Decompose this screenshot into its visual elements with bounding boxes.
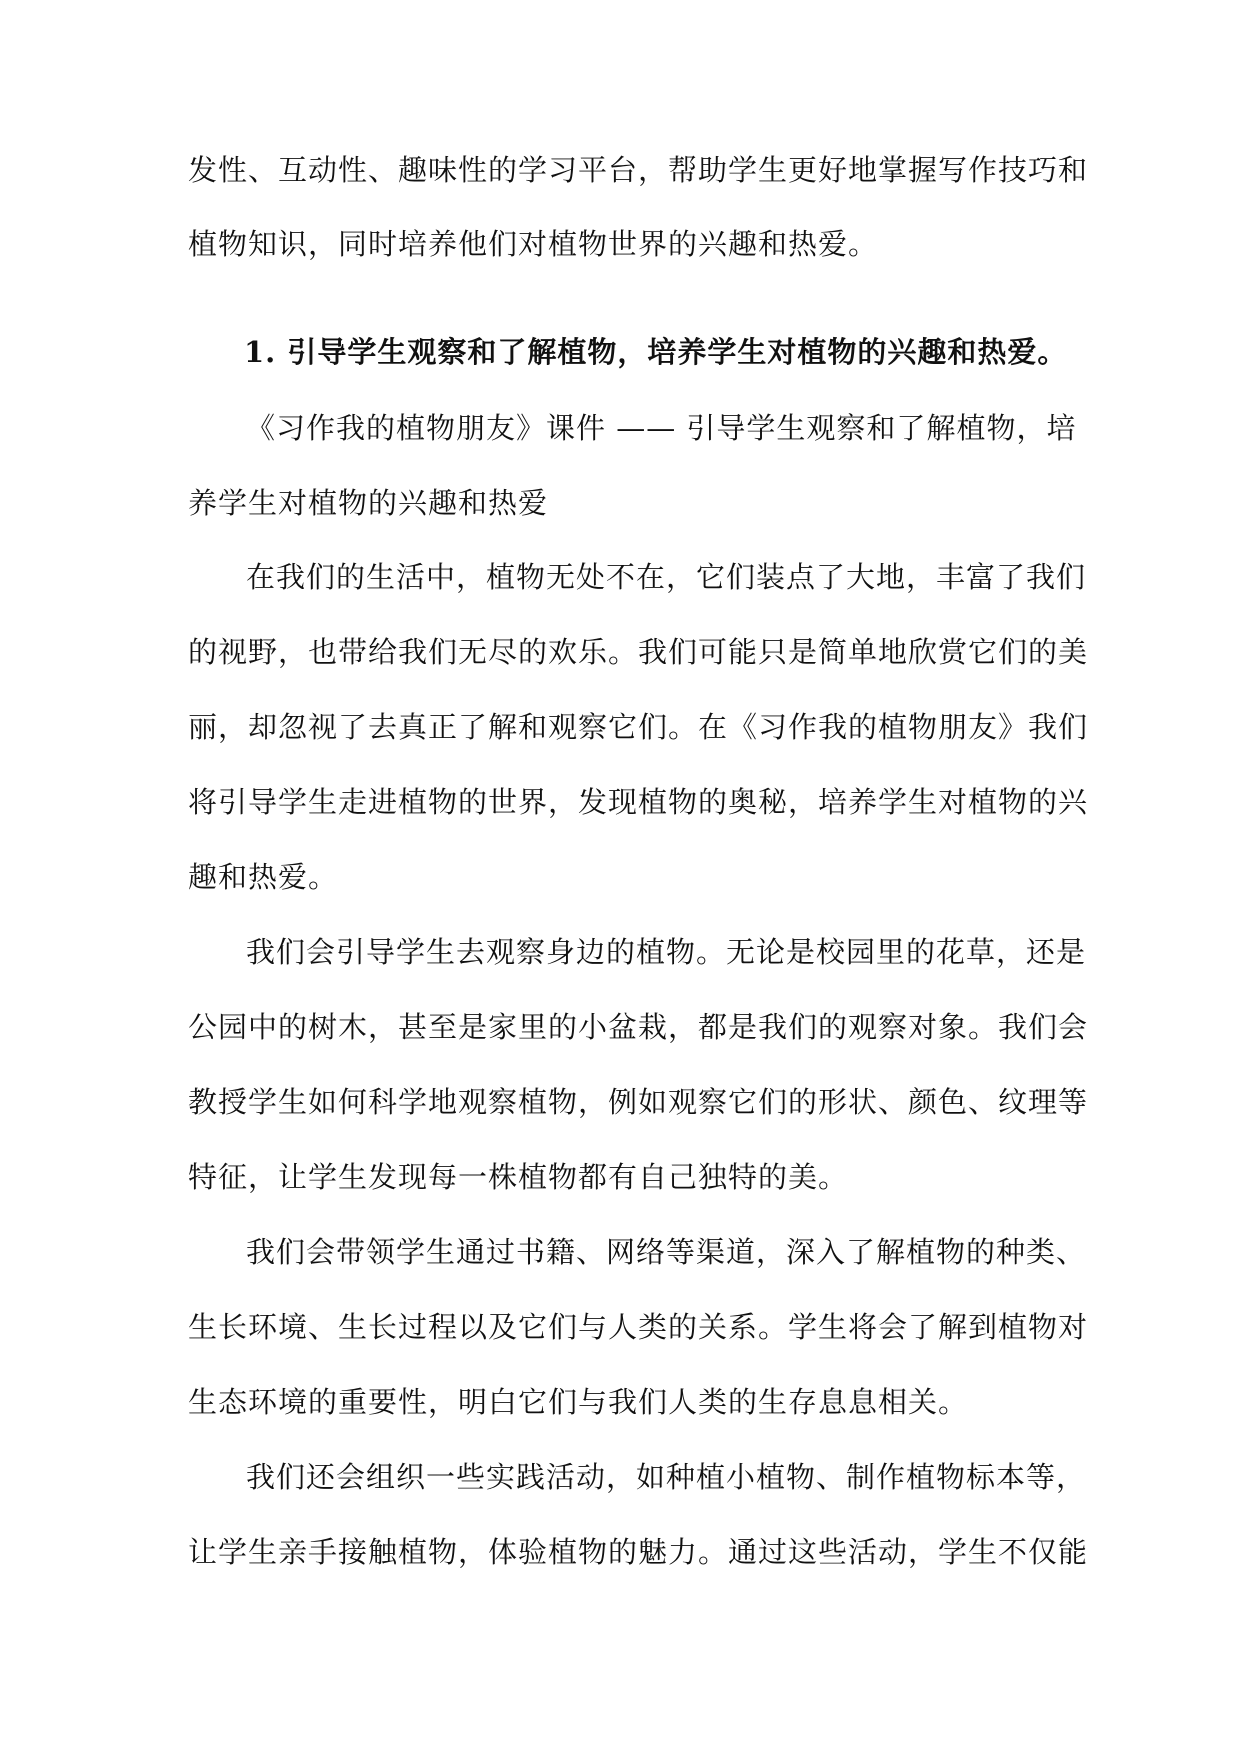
paragraph-line: 特征，让学生发现每一株植物都有自己独特的美。 [188, 1160, 849, 1194]
paragraph-line: 发性、互动性、趣味性的学习平台，帮助学生更好地掌握写作技巧和 [188, 153, 1089, 187]
paragraph-line: 趣和热爱。 [188, 860, 339, 894]
paragraph-line: 将引导学生走进植物的世界，发现植物的奥秘，培养学生对植物的兴 [188, 785, 1089, 819]
paragraph-line: 生长环境、生长过程以及它们与人类的关系。学生将会了解到植物对 [188, 1310, 1089, 1344]
paragraph-line: 教授学生如何科学地观察植物，例如观察它们的形状、颜色、纹理等 [188, 1085, 1089, 1119]
paragraph-line: 公园中的树木，甚至是家里的小盆栽，都是我们的观察对象。我们会 [188, 1010, 1089, 1044]
paragraph-line: 养学生对植物的兴趣和热爱 [188, 486, 549, 520]
paragraph-line: 植物知识，同时培养他们对植物世界的兴趣和热爱。 [188, 227, 879, 261]
paragraph-line: 在我们的生活中，植物无处不在，它们装点了大地，丰富了我们 [246, 560, 1087, 594]
paragraph-line: 我们会带领学生通过书籍、网络等渠道，深入了解植物的种类、 [246, 1235, 1087, 1269]
section-heading: 1. 引导学生观察和了解植物，培养学生对植物的兴趣和热爱。 [244, 335, 1068, 369]
paragraph-line: 《习作我的植物朋友》课件 —— 引导学生观察和了解植物，培 [246, 411, 1077, 445]
paragraph-line: 的视野，也带给我们无尽的欢乐。我们可能只是简单地欣赏它们的美 [188, 635, 1089, 669]
paragraph-line: 让学生亲手接触植物，体验植物的魅力。通过这些活动，学生不仅能 [188, 1535, 1089, 1569]
paragraph-line: 我们会引导学生去观察身边的植物。无论是校园里的花草，还是 [246, 935, 1087, 969]
paragraph-line: 我们还会组织一些实践活动，如种植小植物、制作植物标本等， [246, 1460, 1087, 1494]
paragraph-line: 丽，却忽视了去真正了解和观察它们。在《习作我的植物朋友》我们 [188, 710, 1089, 744]
paragraph-line: 生态环境的重要性，明白它们与我们人类的生存息息相关。 [188, 1385, 969, 1419]
